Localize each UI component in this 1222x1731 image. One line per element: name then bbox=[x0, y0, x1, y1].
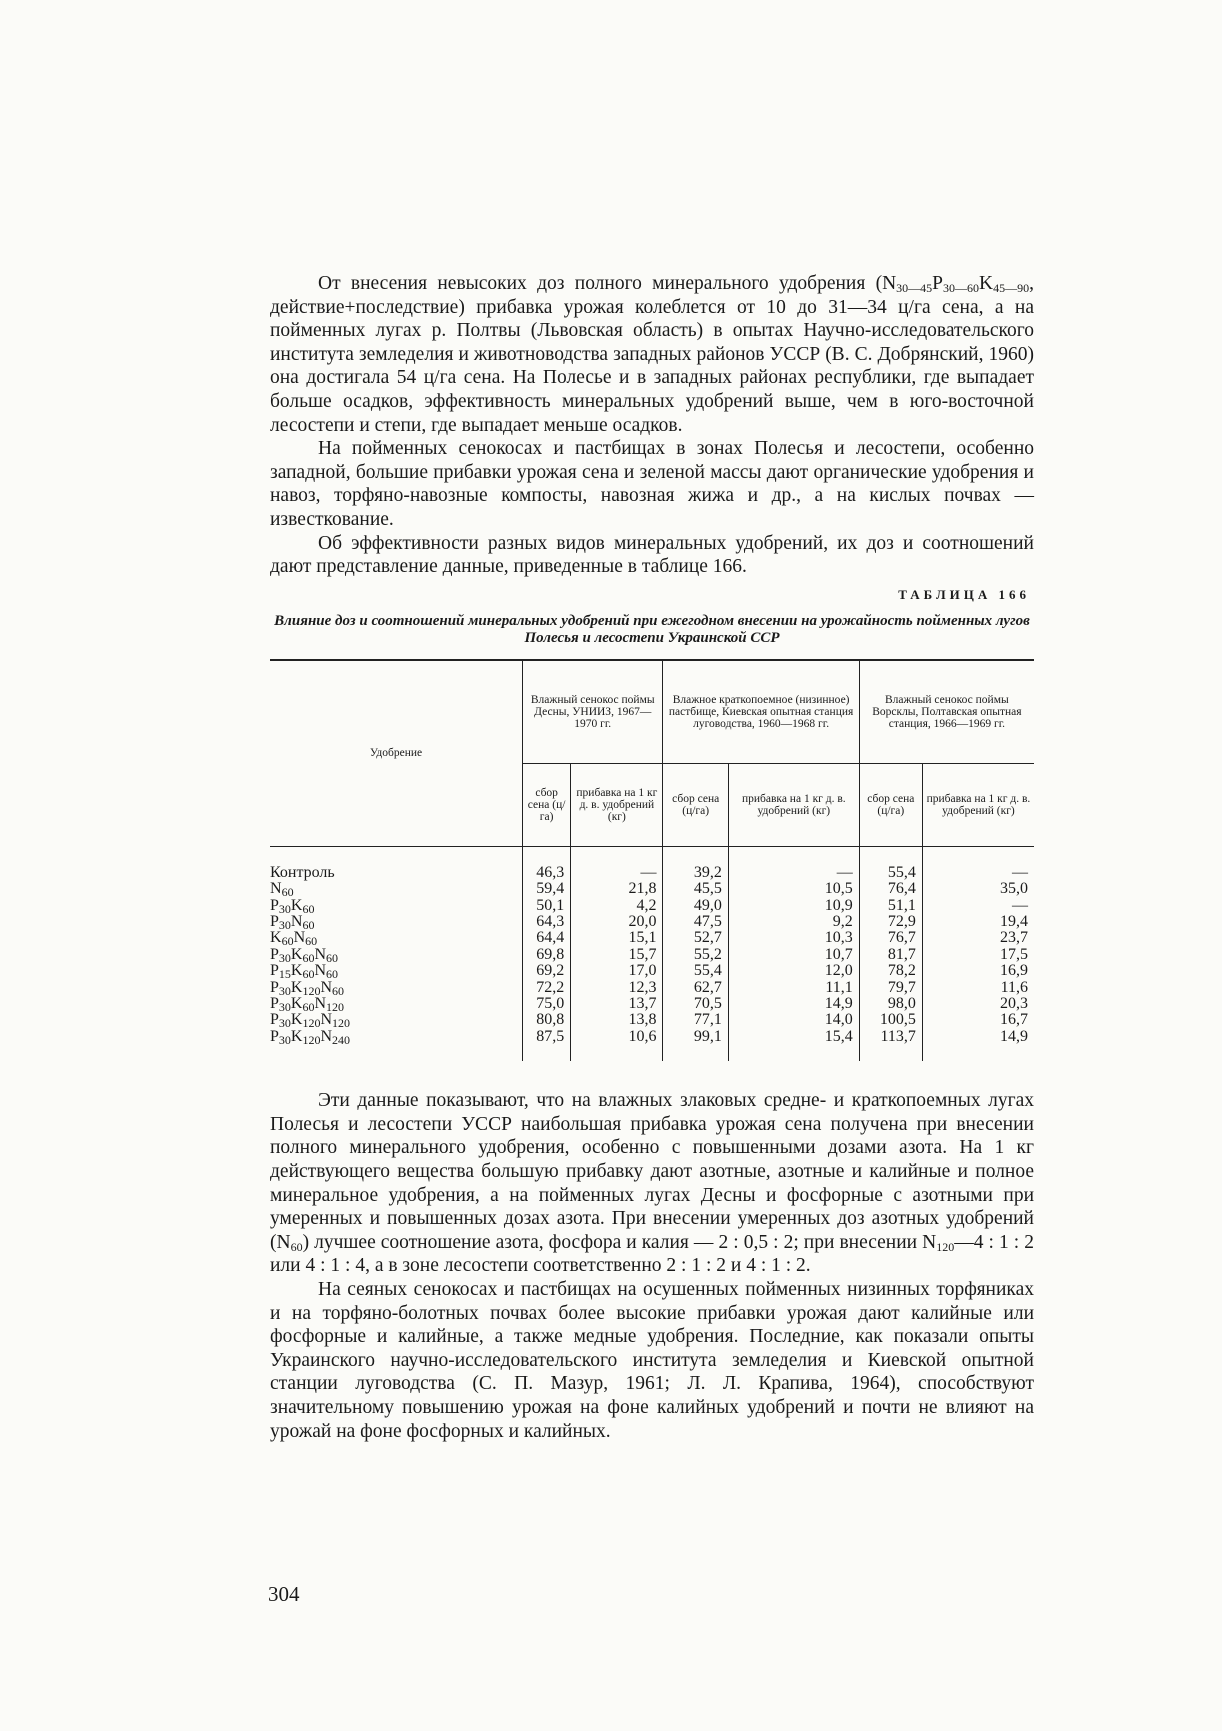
table-cell: 19,4 bbox=[1000, 912, 1028, 930]
table-cell: 46,3 bbox=[536, 863, 565, 881]
table-cell: 15,4 bbox=[824, 1027, 853, 1045]
fertilizer-label: $P_{30}N_{60}$ bbox=[270, 912, 315, 932]
gain-column-kiev bbox=[728, 846, 859, 1061]
table-caption: Влияние доз и соотношений минеральных удобрений при ежегодном внесении на урожайность пойменных лугов Полесья и лесостепи Украинской ССР bbox=[274, 612, 1030, 646]
table-cell: 11,6 bbox=[1000, 978, 1028, 996]
paragraph-4: Эти данные показывают, что на влажных злаковых средне- и краткопоемных лугах Полесья и лесостепи УССР наибольшая прибавка урожая сена получена при внесении полного минерального удобрения, особенно с повышенными дозами азота. На 1 кг действующего вещества большую прибавку дают азотные, азотные и калийные и полное минеральное удобрения, а на пойменных лугах Десны и фосфорные с азотными при умеренных и повышенных дозах азота. При внесении умеренных доз азотных удобрений $(N_{60})$ лучшее соотношение азота, фосфора и калия — 2 : 0,5 : 2; при внесении $N_{120}—4$ : 1 : 2 или 4 : 1 : 4, а в зоне лесостепи соответственно 2 : 1 : 2 и 4 : 1 : 2. bbox=[270, 1090, 1034, 1277]
gain-column-desna bbox=[571, 846, 663, 1061]
header-fertilizer: Удобрение bbox=[270, 660, 523, 847]
table-cell: 20,3 bbox=[1000, 994, 1028, 1012]
text-after-table bbox=[270, 1089, 1034, 1443]
table-cell: 81,7 bbox=[887, 945, 916, 963]
table-cell: 35,0 bbox=[1000, 880, 1028, 898]
yield-column-vorskla bbox=[859, 846, 922, 1061]
table-cell: 100,5 bbox=[879, 1011, 916, 1029]
table-cell: 4,2 bbox=[636, 896, 657, 914]
table-cell: 17,5 bbox=[1000, 945, 1028, 963]
table-cell: 55,4 bbox=[693, 962, 722, 980]
table-cell: 16,7 bbox=[1000, 1011, 1028, 1029]
page-body bbox=[270, 272, 1034, 1443]
table-cell: 10,5 bbox=[824, 880, 853, 898]
table-cell: 12,3 bbox=[628, 978, 657, 996]
header-group-vorskla: Влажный сенокос поймы Ворсклы, Полтавская опытная станция, 1966—1969 гг. bbox=[859, 660, 1034, 764]
fertilizer-label: $P_{30}K_{60}N_{60}$ bbox=[270, 945, 339, 965]
header-group-desna: Влажный сенокос поймы Десны, УНИИЗ, 1967—1970 гг. bbox=[523, 660, 663, 764]
table-cell: 72,2 bbox=[536, 978, 565, 996]
table-cell: 21,8 bbox=[628, 880, 657, 898]
table-cell: 69,2 bbox=[536, 962, 565, 980]
subheader-yield-3: сбор сена (ц/га) bbox=[859, 763, 922, 846]
table-cell: — bbox=[1012, 896, 1028, 914]
table-cell: 72,9 bbox=[887, 912, 916, 930]
table-cell: 49,0 bbox=[693, 896, 722, 914]
fertilizer-column bbox=[270, 846, 523, 1061]
table-cell: 13,7 bbox=[628, 994, 657, 1012]
fertilizer-label: $K_{60}N_{60}$ bbox=[270, 929, 318, 949]
table-cell: 52,7 bbox=[693, 929, 722, 947]
fertilizer-label: $P_{15}K_{60}N_{60}$ bbox=[270, 962, 339, 982]
table-cell: 98,0 bbox=[887, 994, 916, 1012]
table-cell: 113,7 bbox=[880, 1027, 916, 1045]
gain-column-vorskla bbox=[922, 846, 1034, 1061]
table-cell: 11,1 bbox=[825, 978, 853, 996]
paragraph-5: На сеяных сенокосах и пастбищах на осушенных пойменных низинных торфяниках и на торфяно-болотных почвах более высокие прибавки урожая дают калийные или фосфорные и калийные, а также медные удобрения. Последние, как показали опыты Украинского научно-исследовательского института земледелия и Киевской опытной станции луговодства (С. П. Мазур, 1961; Л. Л. Крапива, 1964), способствуют значительному повышению урожая на фоне калийных удобрений и почти не влияют на урожай на фоне фосфорных и калийных. bbox=[270, 1278, 1034, 1442]
table-cell: 64,3 bbox=[536, 912, 565, 930]
paragraph-2: На пойменных сенокосах и пастбищах в зонах Полесья и лесостепи, особенно западной, большие прибавки урожая сена и зеленой массы дают органические удобрения и навоз, торфяно-навозные компосты, навозная жижа и др., а на кислых почвах — известкование. bbox=[270, 438, 1034, 530]
table-cell: 17,0 bbox=[628, 962, 657, 980]
table-cell: — bbox=[836, 863, 853, 881]
table-cell: 76,7 bbox=[887, 929, 916, 947]
table-cell: 70,5 bbox=[693, 994, 722, 1012]
table-cell: 62,7 bbox=[693, 978, 722, 996]
table-cell: 55,4 bbox=[887, 863, 916, 881]
yield-column-desna bbox=[523, 846, 571, 1061]
subheader-gain-2: прибавка на 1 кг д. в. удобрений (кг) bbox=[728, 763, 859, 846]
fertilizer-label: $P_{30}K_{120}N_{240}$ bbox=[270, 1027, 351, 1047]
table-cell: — bbox=[640, 863, 657, 881]
table-cell: 10,3 bbox=[824, 929, 853, 947]
subheader-gain-1: прибавка на 1 кг д. в. удобрений (кг) bbox=[571, 763, 663, 846]
table-cell: 13,8 bbox=[628, 1011, 657, 1029]
table-cell: 69,8 bbox=[536, 945, 565, 963]
table-cell: 45,5 bbox=[693, 880, 722, 898]
table-cell: 10,6 bbox=[628, 1027, 657, 1045]
table-cell: 79,7 bbox=[887, 978, 916, 996]
fertilizer-label: $P_{30}K_{60}$ bbox=[270, 896, 315, 916]
table-cell: 15,1 bbox=[628, 929, 657, 947]
fertilizer-label: Контроль bbox=[270, 863, 335, 881]
yield-column-kiev bbox=[663, 846, 728, 1061]
subheader-yield-2: сбор сена (ц/га) bbox=[663, 763, 728, 846]
fertilizer-label: $P_{30}K_{120}N_{120}$ bbox=[270, 1011, 351, 1031]
table-cell: 99,1 bbox=[693, 1027, 722, 1045]
fertilizer-table bbox=[270, 659, 1034, 1061]
table-cell: 14,0 bbox=[824, 1011, 853, 1029]
table-cell: 20,0 bbox=[628, 912, 657, 930]
paragraph-1: От внесения невысоких доз полного минерального удобрения ($N_{30—45}P_{30—60}K_{45—90}$, действие+последствие) прибавка урожая колеблется от 10 до 31—34 ц/га сена, а на пойменных лугах р. Полтвы (Львовская область) в опытах Научно-исследовательского института земледелия и животноводства западных районов УССР (В. С. Добрянский, 1960) она достигала 54 ц/га сена. На Полесье и в западных районах республики, где выпадает больше осадков, эффективность минеральных удобрений выше, чем в юго-восточной лесостепи и степи, где выпадает меньше осадков. bbox=[270, 273, 1034, 436]
header-group-kiev: Влажное краткопоемное (низинное) пастбище, Киевская опытная станция луговодства, 1960—1968 гг. bbox=[663, 660, 859, 764]
fertilizer-label: $N_{60}$ bbox=[270, 880, 294, 900]
subheader-yield-1: сбор сена (ц/га) bbox=[523, 763, 571, 846]
table-cell: 16,9 bbox=[1000, 962, 1028, 980]
table-cell: 64,4 bbox=[536, 929, 565, 947]
subheader-gain-3: прибавка на 1 кг д. в. удобрений (кг) bbox=[922, 763, 1034, 846]
table-cell: 76,4 bbox=[887, 880, 916, 898]
table-cell: 9,2 bbox=[832, 912, 853, 930]
table-cell: 15,7 bbox=[628, 945, 657, 963]
table-cell: 12,0 bbox=[824, 962, 853, 980]
table-cell: 14,9 bbox=[824, 994, 853, 1012]
table-number: ТАБЛИЦА 166 bbox=[898, 586, 1030, 602]
table-cell: 77,1 bbox=[693, 1011, 722, 1029]
paragraph-3: Об эффективности разных видов минеральных удобрений, их доз и соотношений дают представление данные, приведенные в таблице 166. bbox=[270, 532, 1034, 578]
fertilizer-label: $P_{30}K_{120}N_{60}$ bbox=[270, 978, 345, 998]
table-cell: 23,7 bbox=[1000, 929, 1028, 947]
table-cell: 75,0 bbox=[536, 994, 565, 1012]
table-cell: 78,2 bbox=[887, 962, 916, 980]
table-cell: 10,9 bbox=[824, 896, 853, 914]
table-cell: 59,4 bbox=[536, 880, 565, 898]
table-cell: 10,7 bbox=[824, 945, 853, 963]
table-cell: — bbox=[1012, 863, 1028, 881]
table-cell: 39,2 bbox=[693, 863, 722, 881]
table-cell: 14,9 bbox=[1000, 1027, 1028, 1045]
fertilizer-label: $P_{30}K_{60}N_{120}$ bbox=[270, 994, 345, 1014]
table-cell: 50,1 bbox=[536, 896, 565, 914]
table-cell: 80,8 bbox=[536, 1011, 565, 1029]
page-number: 304 bbox=[268, 1582, 300, 1606]
table-cell: 47,5 bbox=[693, 912, 722, 930]
table-cell: 55,2 bbox=[693, 945, 722, 963]
table-cell: 51,1 bbox=[887, 896, 916, 914]
table-cell: 87,5 bbox=[536, 1027, 565, 1045]
